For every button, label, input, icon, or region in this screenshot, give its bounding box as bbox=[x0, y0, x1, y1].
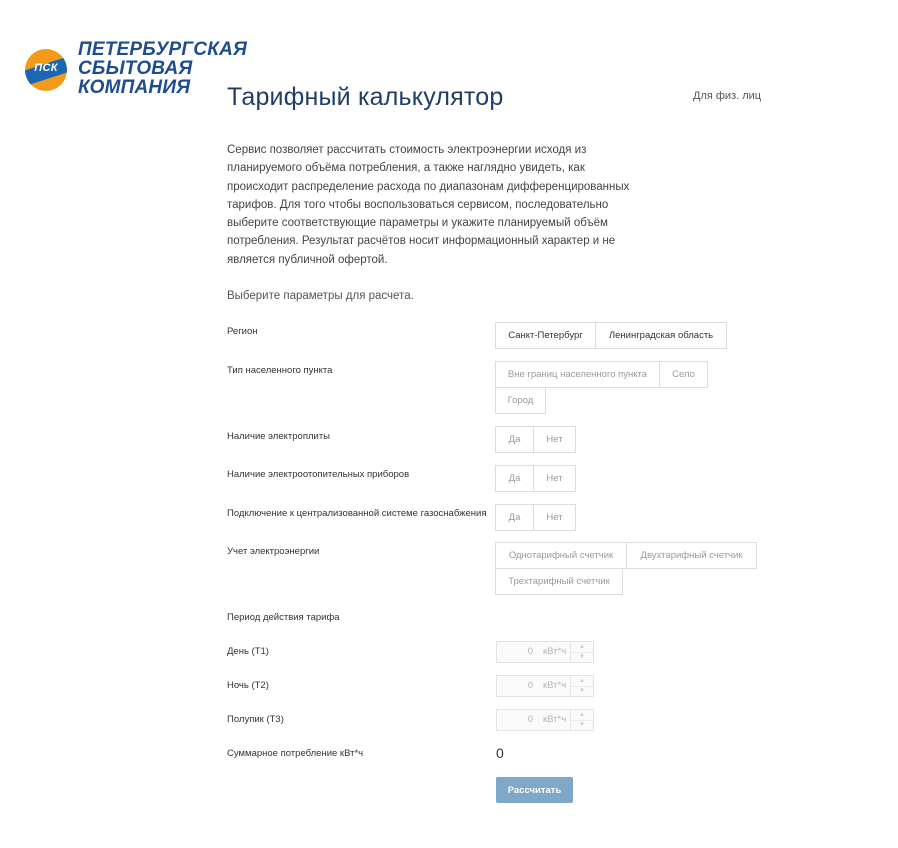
day-t1-unit: кВт*ч bbox=[543, 646, 567, 657]
gas-label: Подключение к централизованной системе газоснабжения bbox=[227, 508, 487, 519]
gas-options bbox=[495, 504, 575, 530]
gas-option-no[interactable]: Нет bbox=[533, 504, 576, 531]
region-label: Регион bbox=[227, 326, 258, 337]
intro-text: Сервис позволяет рассчитать стоимость электроэнергии исходя из планируемого объёма потребления, а также наглядно увидеть, как происходит распределение расхода по диапазонам дифференцированных тарифов. Для того чтобы воспользоваться сервисом, последовательно выберите соответствующие параметры и укажите планируемый объём потребления. Результат расчётов носит информационный характер и не является публичной офертой. bbox=[227, 144, 630, 266]
logo-line-2: СБЫТОВАЯ bbox=[78, 58, 193, 79]
night-t2-input[interactable] bbox=[496, 675, 594, 697]
calculate-button[interactable]: Рассчитать bbox=[496, 777, 573, 803]
heating-option-yes[interactable]: Да bbox=[495, 465, 534, 492]
halfpeak-t3-label: Полупик (Т3) bbox=[227, 714, 284, 725]
audience-link[interactable]: Для физ. лиц bbox=[693, 90, 762, 102]
stove-option-no[interactable]: Нет bbox=[533, 426, 576, 453]
total-label: Суммарное потребление кВт*ч bbox=[227, 748, 364, 759]
day-t1-stepper[interactable] bbox=[570, 642, 593, 662]
halfpeak-t3-input[interactable] bbox=[496, 709, 594, 731]
night-t2-unit: кВт*ч bbox=[543, 680, 567, 691]
chevron-down-icon[interactable]: ▾ bbox=[580, 721, 584, 728]
region-option-lenobl[interactable]: Ленинградская область bbox=[595, 322, 727, 349]
halfpeak-t3-unit: кВт*ч bbox=[543, 714, 567, 725]
night-t2-stepper[interactable] bbox=[570, 676, 593, 696]
halfpeak-t3-value: 0 bbox=[527, 714, 533, 725]
chevron-up-icon[interactable]: ▴ bbox=[571, 710, 593, 721]
day-t1-input[interactable] bbox=[496, 641, 594, 663]
metering-option-triple[interactable]: Трехтарифный счетчик bbox=[495, 568, 623, 595]
night-t2-value: 0 bbox=[527, 680, 533, 691]
region-option-spb[interactable]: Санкт-Петербург bbox=[495, 322, 596, 349]
settlement-options bbox=[495, 361, 715, 413]
stove-label: Наличие электроплиты bbox=[227, 431, 330, 442]
day-t1-value: 0 bbox=[527, 646, 533, 657]
period-label: Период действия тарифа bbox=[227, 612, 340, 623]
heating-label: Наличие электроотопительных приборов bbox=[227, 469, 410, 480]
metering-option-dual[interactable]: Двухтарифный счетчик bbox=[626, 542, 757, 569]
stove-option-yes[interactable]: Да bbox=[495, 426, 534, 453]
heating-option-no[interactable]: Нет bbox=[533, 465, 576, 492]
halfpeak-t3-stepper[interactable] bbox=[570, 710, 593, 730]
settlement-label: Тип населенного пункта bbox=[227, 365, 333, 376]
metering-label: Учет электроэнергии bbox=[227, 546, 320, 557]
chevron-up-icon[interactable]: ▴ bbox=[571, 642, 593, 653]
night-t2-label: Ночь (Т2) bbox=[227, 680, 269, 691]
gas-option-yes[interactable]: Да bbox=[495, 504, 534, 531]
settlement-option-outside[interactable]: Вне границ населенного пункта bbox=[495, 361, 660, 388]
chevron-up-icon[interactable]: ▴ bbox=[571, 676, 593, 687]
page-title: Тарифный калькулятор bbox=[227, 83, 504, 111]
metering-option-single[interactable]: Однотарифный счетчик bbox=[495, 542, 627, 569]
day-t1-label: День (Т1) bbox=[227, 646, 269, 657]
logo-line-3: КОМПАНИЯ bbox=[78, 77, 191, 98]
chevron-down-icon[interactable]: ▾ bbox=[580, 653, 584, 660]
metering-options bbox=[495, 542, 765, 594]
parameters-prompt: Выберите параметры для расчета. bbox=[227, 290, 414, 302]
chevron-down-icon[interactable]: ▾ bbox=[580, 687, 584, 694]
settlement-option-city[interactable]: Город bbox=[495, 387, 546, 414]
stove-options bbox=[495, 426, 575, 452]
logo-mark-text: ПСК bbox=[34, 62, 58, 74]
heating-options bbox=[495, 465, 575, 491]
company-logo-text[interactable] bbox=[78, 40, 247, 97]
total-value: 0 bbox=[496, 745, 504, 761]
settlement-option-village[interactable]: Село bbox=[659, 361, 708, 388]
region-options bbox=[495, 322, 735, 348]
logo-mark bbox=[25, 49, 67, 91]
logo-line-1: ПЕТЕРБУРГСКАЯ bbox=[78, 39, 248, 60]
